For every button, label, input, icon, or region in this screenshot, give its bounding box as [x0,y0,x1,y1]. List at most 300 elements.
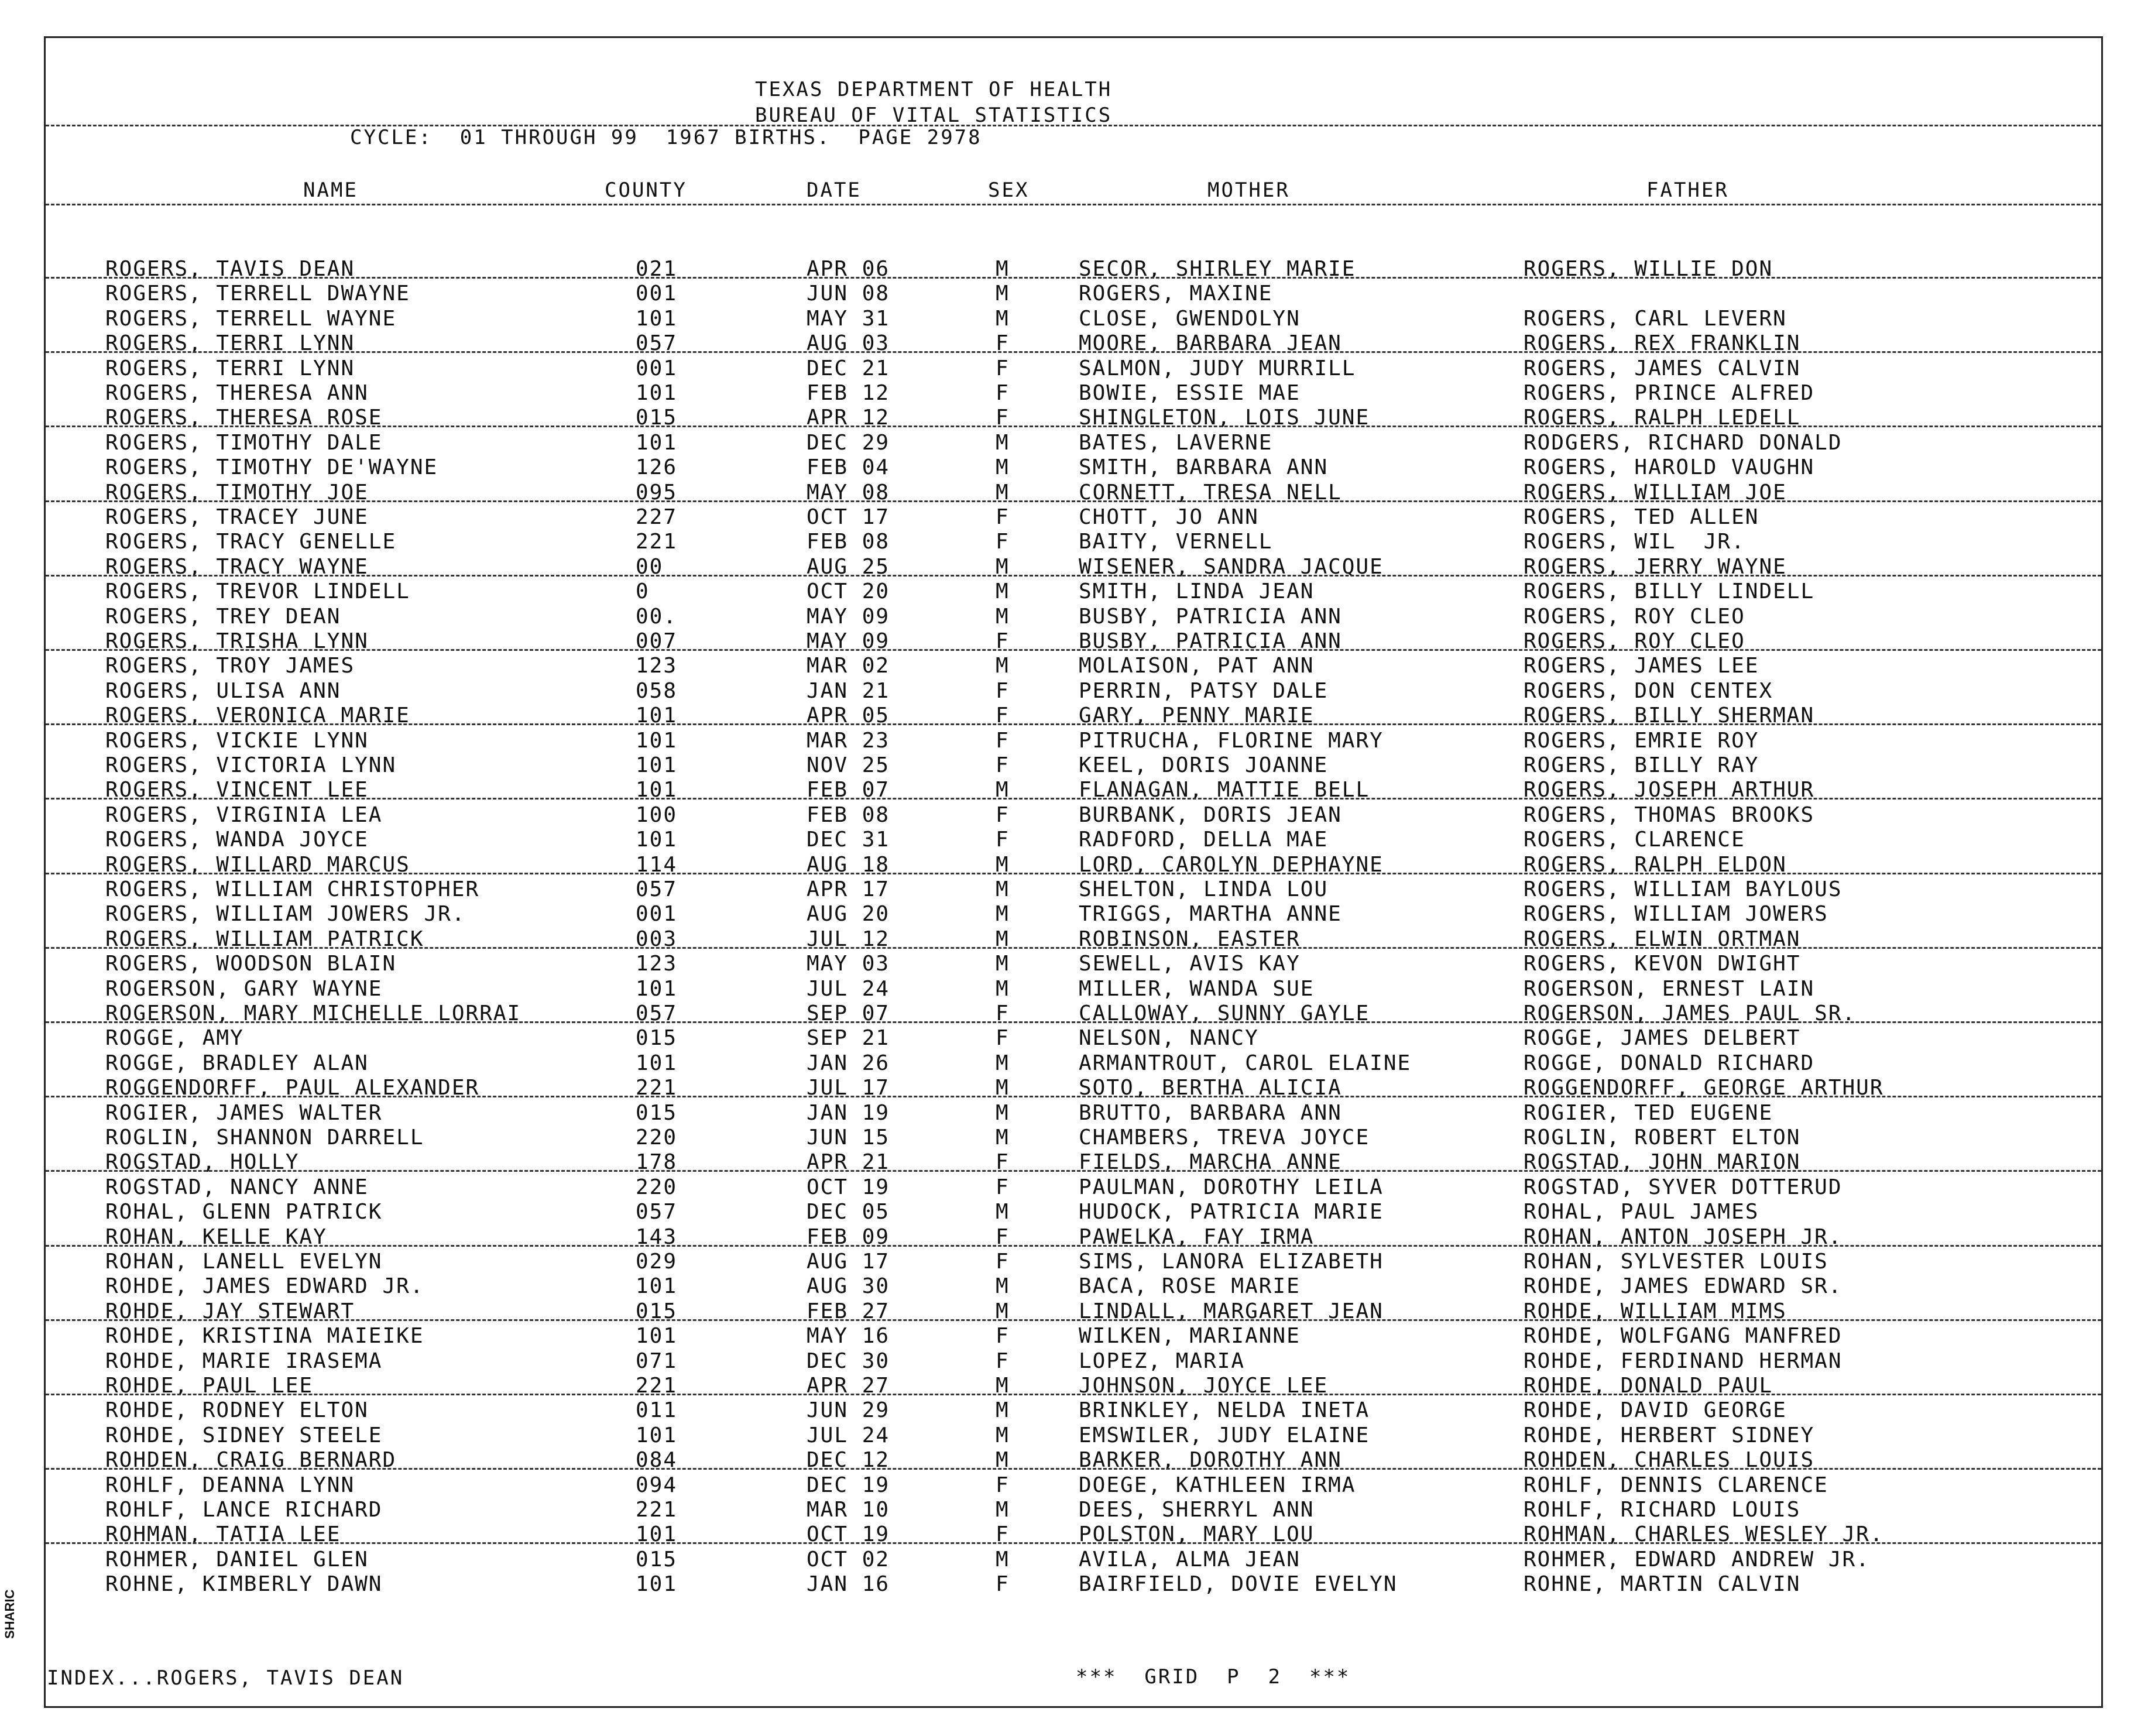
cell-mother: ROBINSON, EASTER [1079,927,1301,951]
cell-mother: PITRUCHA, FLORINE MARY [1079,728,1384,753]
table-row [46,431,2101,456]
cell-name: ROHDE, KRISTINA MAIEIKE [105,1324,424,1349]
divider [46,277,2101,279]
cell-sex: F [996,1026,1010,1051]
cell-sex: M [996,1498,1010,1522]
cell-date: JUL 17 [807,1076,890,1100]
cell-mother: PAULMAN, DOROTHY LEILA [1079,1175,1384,1199]
cell-name: ROHDE, PAUL LEE [105,1374,314,1398]
cell-mother: MOLAISON, PAT ANN [1079,654,1315,678]
cell-sex: M [996,952,1010,976]
cell-date: MAY 03 [807,952,890,976]
cell-date: NOV 25 [807,753,890,777]
cell-mother: LORD, CAROLYN DEPHAYNE [1079,852,1384,877]
cell-father: ROGERS, HAROLD VAUGHN [1524,455,1815,480]
cell-date: AUG 20 [807,902,890,927]
cell-county: 015 [636,1026,678,1051]
cell-county: 101 [636,1572,678,1597]
cell-father: ROHLF, RICHARD LOUIS [1524,1498,1801,1522]
cell-sex: F [996,505,1010,529]
cell-county: 015 [636,1547,678,1572]
cell-date: JAN 16 [807,1572,890,1597]
table-row [46,828,2101,853]
table-row [46,1572,2101,1597]
table-row [46,902,2101,927]
cell-name: ROGERS, TROY JAMES [105,654,355,678]
cell-sex: F [996,1349,1010,1373]
cell-sex: F [996,530,1010,554]
cell-mother: SMITH, BARBARA ANN [1079,455,1329,480]
cell-father: ROGSTAD, SYVER DOTTERUD [1524,1175,1843,1199]
sharic-stamp: SHARIC [2,1589,17,1639]
cell-name: ROGERS, WOODSON BLAIN [105,952,397,976]
cell-name: ROGERS, VICTORIA LYNN [105,753,397,777]
cell-sex: F [996,704,1010,728]
cell-mother: DEES, SHERRYL ANN [1079,1498,1315,1522]
cell-mother: LINDALL, MARGARET JEAN [1079,1299,1384,1323]
cell-mother: WISENER, SANDRA JACQUE [1079,554,1384,579]
cell-name: ROGERS, TERRELL DWAYNE [105,282,410,306]
cell-sex: M [996,1051,1010,1075]
table-row [46,977,2101,1002]
cell-date: MAR 10 [807,1498,890,1522]
cell-father: ROGLIN, ROBERT ELTON [1524,1126,1801,1150]
cell-county: 021 [636,257,678,281]
cell-mother: CALLOWAY, SUNNY GAYLE [1079,1001,1370,1025]
cell-name: ROGERS, TAVIS DEAN [105,257,355,281]
cell-date: APR 17 [807,877,890,901]
cell-date: AUG 18 [807,852,890,877]
cell-father: ROHDE, HERBERT SIDNEY [1524,1423,1815,1447]
cell-name: ROGERS, WILLIAM JOWERS JR. [105,902,466,927]
cell-sex: M [996,1200,1010,1224]
cell-mother: CHAMBERS, TREVA JOYCE [1079,1126,1370,1150]
cell-mother: POLSTON, MARY LOU [1079,1522,1315,1547]
cell-mother: BRUTTO, BARBARA ANN [1079,1100,1342,1125]
divider [46,649,2101,651]
cell-sex: M [996,306,1010,331]
cell-date: FEB 27 [807,1299,890,1323]
cell-county: 015 [636,406,678,430]
header-subtitle: BUREAU OF VITAL STATISTICS [755,104,1113,127]
cell-father: ROGERS, WIL JR. [1524,530,1745,554]
cell-father: ROGERS, WILLIAM JOWERS [1524,902,1828,927]
cell-county: 094 [636,1473,678,1497]
cell-name: ROHMAN, TATIA LEE [105,1522,341,1547]
cell-sex: M [996,1274,1010,1299]
cell-name: ROGERS, WILLIAM PATRICK [105,927,424,951]
divider [46,873,2101,874]
cell-date: MAR 23 [807,728,890,753]
cell-mother: SHELTON, LINDA LOU [1079,877,1329,901]
cell-name: ROHDE, JAMES EDWARD JR. [105,1274,424,1299]
table-row [46,877,2101,903]
cell-mother: BRINKLEY, NELDA INETA [1079,1398,1370,1423]
cell-sex: F [996,828,1010,852]
table-row [46,803,2101,828]
cell-sex: F [996,678,1010,703]
cell-sex: M [996,852,1010,877]
cell-sex: M [996,1547,1010,1572]
cell-father: ROGERSON, ERNEST LAIN [1524,976,1815,1001]
cell-date: JUL 24 [807,1423,890,1447]
divider [46,798,2101,800]
cell-mother: PAWELKA, FAY IRMA [1079,1224,1315,1249]
cell-county: 101 [636,1324,678,1349]
cell-date: DEC 19 [807,1473,890,1497]
table-row [46,1126,2101,1151]
cell-date: AUG 17 [807,1250,890,1274]
column-header-mother: MOTHER [1207,179,1290,202]
header-title: TEXAS DEPARTMENT OF HEALTH [755,78,1113,101]
cell-mother: SEWELL, AVIS KAY [1079,952,1301,976]
cell-county: 029 [636,1250,678,1274]
cell-mother: SMITH, LINDA JEAN [1079,579,1315,604]
cell-sex: M [996,1299,1010,1323]
cell-sex: F [996,1522,1010,1547]
cell-father: ROGGENDORFF, GEORGE ARTHUR [1524,1076,1884,1100]
cell-father: ROGERS, JAMES CALVIN [1524,356,1801,380]
cell-mother: BOWIE, ESSIE MAE [1079,381,1301,405]
cell-name: ROGGE, AMY [105,1026,244,1051]
table-row [46,605,2101,630]
cell-county: 095 [636,480,678,505]
divider [46,1245,2101,1247]
cell-county: 084 [636,1448,678,1473]
cell-name: ROGGENDORFF, PAUL ALEXANDER [105,1076,480,1100]
cell-father: ROHDE, FERDINAND HERMAN [1524,1349,1843,1373]
cell-name: ROHDE, MARIE IRASEMA [105,1349,383,1373]
divider [46,1542,2101,1544]
cell-name: ROGSTAD, HOLLY [105,1150,300,1175]
cell-father: ROHDEN, CHARLES LOUIS [1524,1448,1815,1473]
cell-mother: GARY, PENNY MARIE [1079,704,1315,728]
cell-county: 015 [636,1299,678,1323]
cell-sex: M [996,1374,1010,1398]
cell-father: ROGIER, TED EUGENE [1524,1100,1773,1125]
cell-date: DEC 31 [807,828,890,852]
cell-date: MAY 09 [807,629,890,653]
cell-father: ROHDE, DAVID GEORGE [1524,1398,1787,1423]
cell-county: 114 [636,852,678,877]
cell-sex: M [996,927,1010,951]
cell-father: ROGERS, JOSEPH ARTHUR [1524,778,1815,802]
cell-name: ROGERS, TERRI LYNN [105,331,355,356]
cycle-line: CYCLE: 01 THROUGH 99 1967 BIRTHS. PAGE 2978 [350,126,982,149]
cell-father: ROGERS, DON CENTEX [1524,678,1773,703]
cell-name: ROHDE, RODNEY ELTON [105,1398,369,1423]
cell-sex: F [996,331,1010,356]
cell-mother: BATES, LAVERNE [1079,430,1273,455]
cell-father: ROGERS, PRINCE ALFRED [1524,381,1815,405]
cell-sex: F [996,1224,1010,1249]
cell-county: 101 [636,430,678,455]
cell-county: 100 [636,802,678,827]
cell-name: ROGERSON, MARY MICHELLE LORRAI [105,1001,521,1025]
cell-county: 221 [636,1374,678,1398]
cell-father: ROGERS, RALPH ELDON [1524,852,1787,877]
cell-sex: M [996,778,1010,802]
cell-mother: SIMS, LANORA ELIZABETH [1079,1250,1384,1274]
cell-date: SEP 07 [807,1001,890,1025]
cell-date: OCT 02 [807,1547,890,1572]
cell-mother: MOORE, BARBARA JEAN [1079,331,1342,356]
cell-county: 011 [636,1398,678,1423]
cell-sex: M [996,554,1010,579]
cell-name: ROHAL, GLENN PATRICK [105,1200,383,1224]
divider [46,575,2101,577]
cell-sex: M [996,1100,1010,1125]
cell-mother: KEEL, DORIS JOANNE [1079,753,1329,777]
cell-sex: M [996,455,1010,480]
cell-mother: ROGERS, MAXINE [1079,282,1273,306]
cell-father: ROGERS, TED ALLEN [1524,505,1759,529]
cell-county: 220 [636,1175,678,1199]
cell-father: ROGERSON, JAMES PAUL SR. [1524,1001,1857,1025]
cell-sex: F [996,753,1010,777]
cell-father: ROHDE, WOLFGANG MANFRED [1524,1324,1843,1349]
cell-county: 101 [636,1423,678,1447]
cell-county: 101 [636,1522,678,1547]
cell-name: ROHMER, DANIEL GLEN [105,1547,369,1572]
cell-name: ROGERS, VERONICA MARIE [105,704,410,728]
cell-father: ROHAN, ANTON JOSEPH JR. [1524,1224,1843,1249]
cell-name: ROGERS, TREVOR LINDELL [105,579,410,604]
divider [46,1021,2101,1023]
cell-date: APR 27 [807,1374,890,1398]
cell-sex: F [996,1175,1010,1199]
cell-name: ROHDEN, CRAIG BERNARD [105,1448,397,1473]
cell-name: ROGERS, VIRGINIA LEA [105,802,383,827]
table-row [46,381,2101,406]
cell-county: 227 [636,505,678,529]
cell-mother: BAITY, VERNELL [1079,530,1273,554]
divider [46,500,2101,502]
cell-name: ROHAN, LANELL EVELYN [105,1250,383,1274]
cell-sex: M [996,480,1010,505]
cell-sex: F [996,1473,1010,1497]
cell-father: ROGERS, ELWIN ORTMAN [1524,927,1801,951]
cell-sex: M [996,1448,1010,1473]
cell-county: 00 [636,554,664,579]
column-header-county: COUNTY [605,179,687,202]
cell-date: JUN 29 [807,1398,890,1423]
cell-date: OCT 19 [807,1175,890,1199]
cell-father: ROGERS, KEVON DWIGHT [1524,952,1801,976]
cell-father: RODGERS, RICHARD DONALD [1524,430,1843,455]
cell-date: MAY 08 [807,480,890,505]
cell-mother: SOTO, BERTHA ALICIA [1079,1076,1342,1100]
cell-date: DEC 29 [807,430,890,455]
cell-county: 221 [636,1498,678,1522]
cell-mother: BURBANK, DORIS JEAN [1079,802,1342,827]
cell-mother: DOEGE, KATHLEEN IRMA [1079,1473,1356,1497]
cell-name: ROGERS, TRACY WAYNE [105,554,369,579]
cell-name: ROGERS, TERRELL WAYNE [105,306,397,331]
table-row [46,530,2101,555]
cell-date: DEC 21 [807,356,890,380]
cell-county: 001 [636,356,678,380]
cell-father: ROHDE, JAMES EDWARD SR. [1524,1274,1843,1299]
divider [46,723,2101,725]
cell-county: 00. [636,604,678,629]
cell-sex: M [996,1126,1010,1150]
table-row [46,1101,2101,1126]
cell-father: ROHDE, DONALD PAUL [1524,1374,1773,1398]
cell-father: ROGERS, JAMES LEE [1524,654,1759,678]
cell-father: ROHMAN, CHARLES WESLEY JR. [1524,1522,1884,1547]
cell-date: JUL 12 [807,927,890,951]
cell-name: ROGERS, TIMOTHY DALE [105,430,383,455]
cell-sex: M [996,654,1010,678]
cell-father: ROGERS, BILLY RAY [1524,753,1759,777]
cell-father: ROGERS, WILLIAM JOE [1524,480,1787,505]
cell-mother: EMSWILER, JUDY ELAINE [1079,1423,1370,1447]
table-row [46,729,2101,754]
divider [46,351,2101,353]
cell-mother: CORNETT, TRESA NELL [1079,480,1342,505]
cell-name: ROGERS, WILLARD MARCUS [105,852,410,877]
table-row [46,1026,2101,1051]
cell-county: 0 [636,579,650,604]
cell-father: ROGERS, ROY CLEO [1524,629,1745,653]
cell-sex: F [996,802,1010,827]
table-row [46,1200,2101,1225]
cell-name: ROGERS, TREY DEAN [105,604,341,629]
cell-father: ROGERS, RALPH LEDELL [1524,406,1801,430]
cell-sex: M [996,257,1010,281]
cell-mother: BACA, ROSE MARIE [1079,1274,1301,1299]
table-row [46,1274,2101,1299]
cell-name: ROHNE, KIMBERLY DAWN [105,1572,383,1597]
cell-mother: BARKER, DOROTHY ANN [1079,1448,1342,1473]
cell-sex: M [996,1398,1010,1423]
cell-county: 007 [636,629,678,653]
cell-name: ROGERS, THERESA ANN [105,381,369,405]
cell-date: OCT 17 [807,505,890,529]
cell-date: APR 21 [807,1150,890,1175]
cell-sex: F [996,728,1010,753]
cell-sex: M [996,1076,1010,1100]
cell-father: ROGERS, ROY CLEO [1524,604,1745,629]
column-header-name: NAME [303,179,358,202]
cell-sex: F [996,1001,1010,1025]
cell-county: 178 [636,1150,678,1175]
cell-sex: M [996,282,1010,306]
cell-county: 101 [636,728,678,753]
cell-date: MAY 16 [807,1324,890,1349]
cell-date: MAR 02 [807,654,890,678]
cell-father: ROGERS, BILLY SHERMAN [1524,704,1815,728]
divider [46,947,2101,949]
cell-father: ROGERS, CARL LEVERN [1524,306,1787,331]
cell-county: 123 [636,654,678,678]
cell-father: ROGERS, EMRIE ROY [1524,728,1759,753]
divider [46,1468,2101,1470]
cell-father: ROGERS, WILLIE DON [1524,257,1773,281]
cell-name: ROGIER, JAMES WALTER [105,1100,383,1125]
divider [46,426,2101,427]
cell-mother: BUSBY, PATRICIA ANN [1079,629,1342,653]
cell-county: 221 [636,530,678,554]
cell-date: JAN 19 [807,1100,890,1125]
cell-mother: RADFORD, DELLA MAE [1079,828,1329,852]
cell-county: 057 [636,331,678,356]
cell-sex: F [996,1572,1010,1597]
cell-date: AUG 25 [807,554,890,579]
cell-mother: WILKEN, MARIANNE [1079,1324,1301,1349]
table-row [46,654,2101,679]
cell-county: 101 [636,828,678,852]
cell-father: ROGERS, REX FRANKLIN [1524,331,1801,356]
cell-date: AUG 03 [807,331,890,356]
cell-county: 101 [636,976,678,1001]
cell-date: APR 06 [807,257,890,281]
cell-date: JUN 08 [807,282,890,306]
cell-mother: NELSON, NANCY [1079,1026,1259,1051]
table-row [46,952,2101,977]
cell-name: ROHLF, DEANNA LYNN [105,1473,355,1497]
cell-county: 015 [636,1100,678,1125]
cell-date: FEB 04 [807,455,890,480]
divider [46,1096,2101,1097]
cell-date: JUL 24 [807,976,890,1001]
cell-name: ROGERS, TRACEY JUNE [105,505,369,529]
cell-name: ROHDE, JAY STEWART [105,1299,355,1323]
cell-county: 143 [636,1224,678,1249]
table-row [46,282,2101,307]
cell-date: JUN 15 [807,1126,890,1150]
cell-mother: SHINGLETON, LOIS JUNE [1079,406,1370,430]
cell-county: 001 [636,902,678,927]
cell-date: APR 12 [807,406,890,430]
table-row [46,356,2101,382]
cell-mother: CLOSE, GWENDOLYN [1079,306,1301,331]
cell-mother: HUDOCK, PATRICIA MARIE [1079,1200,1384,1224]
cell-mother: TRIGGS, MARTHA ANNE [1079,902,1342,927]
cell-date: FEB 08 [807,802,890,827]
table-row [46,455,2101,481]
cell-name: ROGERS, WANDA JOYCE [105,828,369,852]
cell-county: 057 [636,1200,678,1224]
footer-grid: *** GRID P 2 *** [1076,1665,1351,1689]
cell-father: ROGGE, DONALD RICHARD [1524,1051,1815,1075]
cell-father: ROGSTAD, JOHN MARION [1524,1150,1801,1175]
cell-mother: ARMANTROUT, CAROL ELAINE [1079,1051,1412,1075]
cell-county: 071 [636,1349,678,1373]
table-row [46,679,2101,704]
cell-county: 123 [636,952,678,976]
cell-sex: F [996,406,1010,430]
cell-county: 058 [636,678,678,703]
cell-name: ROGERS, TRACY GENELLE [105,530,397,554]
divider [46,204,2101,205]
cell-county: 101 [636,753,678,777]
cell-date: FEB 09 [807,1224,890,1249]
cell-county: 101 [636,778,678,802]
cell-sex: M [996,579,1010,604]
document-frame [44,36,2103,1708]
cell-name: ROGERS, THERESA ROSE [105,406,383,430]
cell-father: ROHLF, DENNIS CLARENCE [1524,1473,1828,1497]
cell-sex: F [996,356,1010,380]
table-row [46,1548,2101,1573]
cell-sex: F [996,1324,1010,1349]
divider [46,1319,2101,1321]
cell-name: ROHLF, LANCE RICHARD [105,1498,383,1522]
cell-father: ROHAL, PAUL JAMES [1524,1200,1759,1224]
cell-date: DEC 30 [807,1349,890,1373]
